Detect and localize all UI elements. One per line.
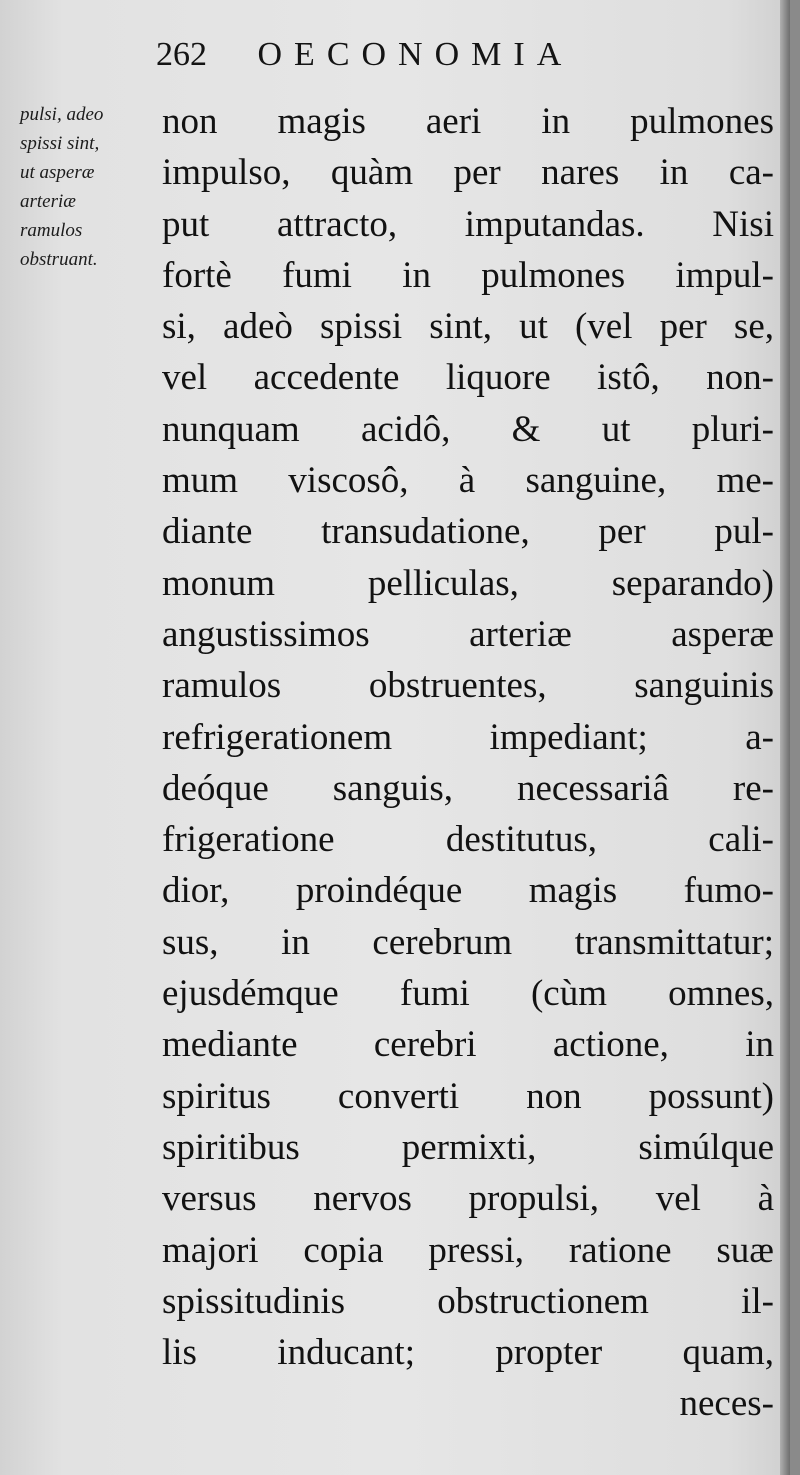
margin-note-line: spissi sint, [20,133,100,154]
text-line: deóque sanguis, necessariâ re- [162,767,774,809]
running-header [156,36,573,74]
margin-note-line: pulsi, adeo [20,104,104,125]
page-number: 262 [156,36,207,73]
text-line: spissitudinis obstructionem il- [162,1280,774,1322]
text-line: frigeratione destitutus, cali- [162,819,774,861]
margin-note-line: arteriæ [20,191,76,212]
text-line: nunquam acidô, & ut pluri- [162,408,774,450]
page-gutter-shadow [780,0,790,1475]
text-line: lis inducant; propter quam, [162,1332,774,1374]
text-line: dior, proindéque magis fumo- [162,870,774,912]
text-line: versus nervos propulsi, vel à [162,1178,774,1220]
margin-note-line: obstruant. [20,249,98,270]
text-line: si, adeò spissi sint, ut (vel per se, [162,306,774,348]
text-line: refrigerationem impediant; a- [162,716,774,758]
text-line: mediante cerebri actione, in [162,1024,774,1066]
catchword: neces- [679,1383,774,1425]
margin-note-line: ut asperæ [20,162,95,183]
text-line: fortè fumi in pulmones impul- [162,254,774,296]
text-line: mum viscosô, à sanguine, me- [162,460,774,502]
text-line: spiritibus permixti, simúlque [162,1126,774,1168]
text-line: spiritus converti non possunt) [162,1075,774,1117]
text-line: majori copia pressi, ratione suæ [162,1229,774,1271]
text-line: monum pelliculas, separando) [162,562,774,604]
text-line: diante transudatione, per pul- [162,511,774,553]
text-line: vel accedente liquore istô, non- [162,357,774,399]
text-line: non magis aeri in pulmones [162,101,774,142]
marginal-note [20,100,160,274]
text-line: ramulos obstruentes, sanguinis [162,665,774,707]
text-line: sus, in cerebrum transmittatur; [162,921,774,963]
text-line: ejusdémque fumi (cùm omnes, [162,973,774,1015]
text-line: put attracto, imputandas. Nisi [162,203,774,245]
running-title: OECONOMIA [257,36,574,73]
text-line: impulso, quàm per nares in ca- [162,152,774,194]
margin-note-line: ramulos [20,220,83,241]
text-line: angustissimos arteriæ asperæ [162,613,774,655]
body-text [162,96,774,1430]
